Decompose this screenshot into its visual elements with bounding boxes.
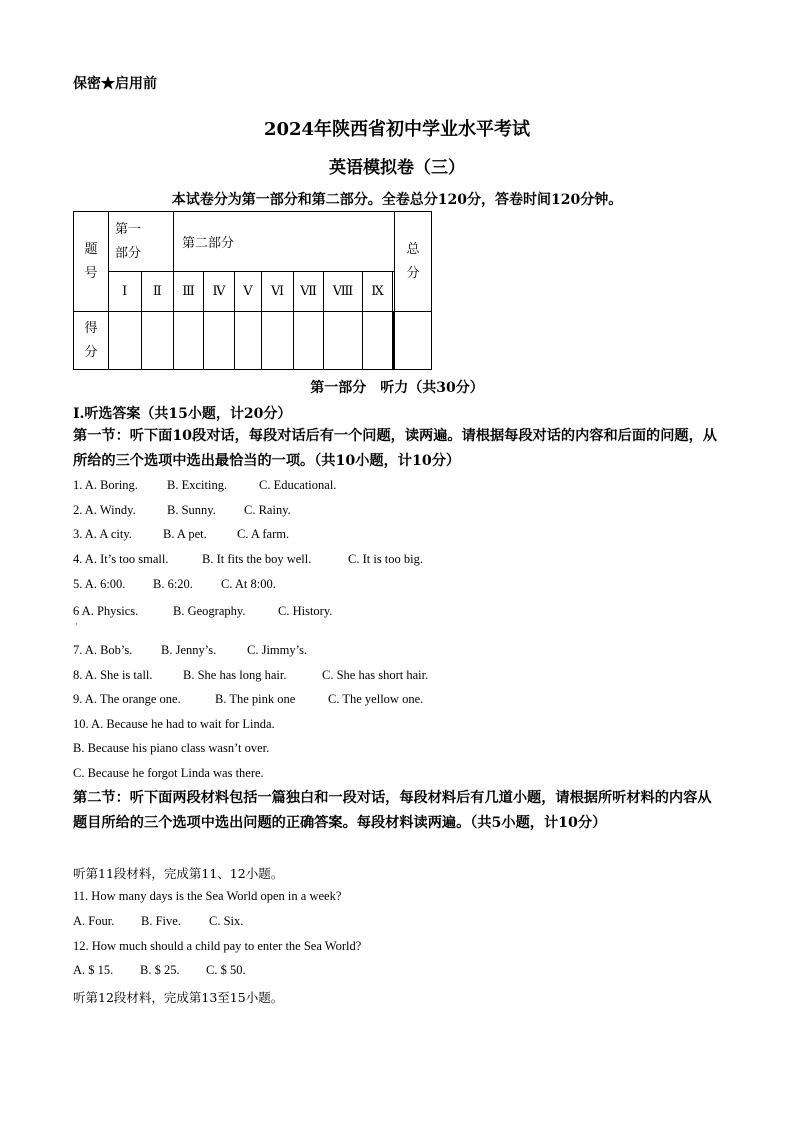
sub1-instructions: 第一节：听下面10段对话，每段对话后有一个问题，读两遍。请根据每段对话的内容和后面的问题，从所给的三个选项中选出最恰当的一项。（共10小题，计10分） (73, 428, 717, 469)
question-3: 3. A. A city. B. A pet. C. A farm. (73, 527, 290, 541)
section-col: Ⅱ (141, 272, 174, 312)
score-cell (235, 312, 262, 370)
question-number-header: 题 号 (74, 212, 109, 312)
score-cell (262, 312, 294, 370)
question-12: 12. How much should a child pay to enter the Sea World? (73, 939, 362, 953)
section-col: Ⅰ (109, 272, 142, 312)
sub2-instructions: 第二节：听下面两段材料包括一篇独白和一段对话，每段材料后有几道小题，请根据所听材料的内容从题目所给的三个选项中选出问题的正确答案。每段材料读两遍。（共5小题，计10分） (73, 790, 712, 831)
total-header: 总 分 (395, 212, 432, 312)
question-10-c: C. Because he forgot Linda was there. (73, 766, 264, 780)
question-9: 9. A. The orange one. B. The pink one C. The yellow one. (73, 692, 424, 706)
question-10-b: B. Because his piano class wasn’t over. (73, 741, 270, 755)
score-cell (363, 312, 393, 370)
question-4: 4. A. It’s too small. B. It fits the boy well. C. It is too big. (73, 552, 424, 566)
part2-header: 第二部分 (174, 212, 395, 272)
score-row-label: 得 分 (74, 312, 109, 370)
question-10-a: 10. A. Because he had to wait for Linda. (73, 717, 275, 731)
section-col: Ⅳ (204, 272, 235, 312)
question-7: 7. A. Bob’s. B. Jenny’s. C. Jimmy’s. (73, 643, 308, 657)
score-cell (174, 312, 204, 370)
section-col: Ⅲ (174, 272, 204, 312)
confidential-label: 保密★启用前 (73, 76, 157, 92)
question-1: 1. A. Boring. B. Exciting. C. Educational. (73, 478, 337, 492)
stray-mark: · (75, 619, 78, 629)
part1-heading: 第一部分 听力（共30分） (310, 380, 484, 396)
material-11-note: 听第11段材料，完成第11、12小题。 (73, 866, 284, 881)
question-11-options: A. Four. B. Five. C. Six. (73, 914, 244, 928)
section-col: Ⅶ (294, 272, 324, 312)
score-cell (109, 312, 142, 370)
score-cell (324, 312, 363, 370)
part1-header: 第一 部分 (109, 212, 174, 272)
score-cell (204, 312, 235, 370)
exam-title: 2024年陕西省初中学业水平考试 (263, 119, 531, 140)
section1-title: Ⅰ.听选答案（共15小题，计20分） (73, 406, 292, 422)
score-cell (395, 312, 432, 370)
question-2: 2. A. Windy. B. Sunny. C. Rainy. (73, 503, 291, 517)
question-6: 6 A. Physics. B. Geography. C. History. (73, 604, 333, 618)
section-col: Ⅵ (262, 272, 294, 312)
question-8: 8. A. She is tall. B. She has long hair. C. She has short hair. (73, 668, 429, 682)
exam-subtitle: 英语模拟卷（三） (329, 158, 465, 178)
question-5: 5. A. 6:00. B. 6:20. C. At 8:00. (73, 577, 276, 591)
question-12-options: A. $ 15. B. $ 25. C. $ 50. (73, 963, 246, 977)
section-col: Ⅸ (363, 272, 393, 312)
exam-note: 本试卷分为第一部分和第二部分。全卷总分120分，答卷时间120分钟。 (171, 192, 623, 208)
score-cell (141, 312, 174, 370)
score-cell (294, 312, 324, 370)
material-12-note: 听第12段材料，完成第13至15小题。 (73, 990, 284, 1005)
section-col: Ⅴ (235, 272, 262, 312)
question-11: 11. How many days is the Sea World open in a week? (73, 889, 342, 903)
score-table (73, 211, 432, 370)
section-col: Ⅷ (324, 272, 363, 312)
